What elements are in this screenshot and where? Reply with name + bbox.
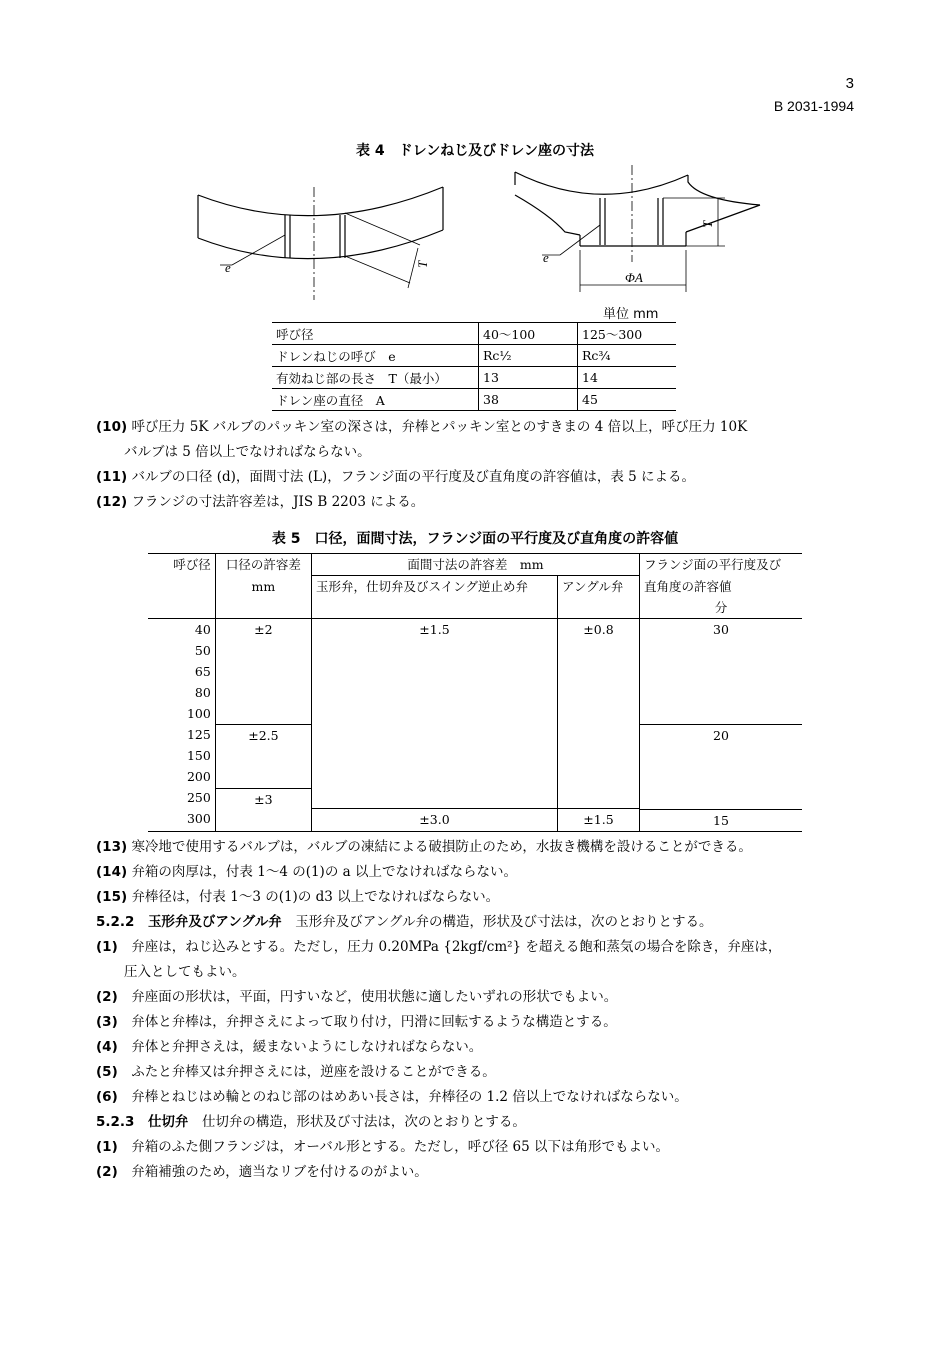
fig-label-T-right: T xyxy=(700,220,715,228)
paragraph: (13) 寒冷地で使用するバルブは，バルブの凍結による破損防止のため，水抜き機構を設けることができる。 xyxy=(96,839,752,855)
paragraph: (12) フランジの寸法許容差は，JIS B 2203 による。 xyxy=(96,494,425,510)
fig-label-T-left: T xyxy=(415,260,430,268)
paragraph-cont: 圧入としてもよい。 xyxy=(124,964,246,980)
paragraph: (10) 呼び圧力 5K バルブのパッキン室の深さは，弁棒とパッキン室とのすきまの 4 倍以上，呼び圧力 10K xyxy=(96,419,748,435)
paragraph: (2) 弁箱補強のため，適当なリブを付けるのがよい。 xyxy=(96,1164,428,1180)
paragraph: (15) 弁棒径は，付表 1～3 の(1)の d3 以上でなければならない。 xyxy=(96,889,500,905)
table-row: 呼び径 40～100 125～300 xyxy=(272,323,676,345)
paragraphs-a xyxy=(96,415,866,515)
angle-col: ±0.8 ±1.5 xyxy=(557,618,639,831)
table4 xyxy=(272,322,676,411)
globe-col: ±1.5 ±3.0 xyxy=(311,618,557,831)
paragraph: (14) 弁箱の肉厚は，付表 1～4 の(1)の a 以上でなければならない。 xyxy=(96,864,517,880)
table-row: 有効ねじ部の長さ T（最小） 13 14 xyxy=(272,367,676,389)
paragraph: (11) バルブの口径 (d)，面間寸法 (L)，フランジ面の平行度及び直角度の許容値は，表 5 による。 xyxy=(96,469,696,485)
size-col: 40 50 65 80 100 125 150 200 250 300 xyxy=(148,618,215,831)
table-row: ドレンねじの呼び e Rc½ Rc¾ xyxy=(272,345,676,367)
flange-col: 30 20 15 xyxy=(639,618,802,831)
paragraphs-b xyxy=(96,835,866,1185)
paragraph: (4) 弁体と弁押さえは，緩まないようにしなければならない。 xyxy=(96,1039,483,1055)
bore-col: ±2 ±2.5 ±3 xyxy=(215,618,311,831)
table4-unit: 単位 mm xyxy=(603,307,659,322)
section-heading: 5.2.3 仕切弁 仕切弁の構造，形状及び寸法は，次のとおりとする。 xyxy=(96,1114,526,1130)
paragraph-cont: バルブは 5 倍以上でなければならない。 xyxy=(124,444,371,460)
paragraph: (2) 弁座面の形状は，平面，円すいなど，使用状態に適したいずれの形状でもよい。 xyxy=(96,989,618,1005)
paragraph: (6) 弁棒とねじはめ輪とのねじ部のはめあい長さは，弁棒径の 1.2 倍以上でなければならない。 xyxy=(96,1089,688,1105)
table-row: ドレン座の直径 A 38 45 xyxy=(272,389,676,411)
standard-number: B 2031-1994 xyxy=(773,98,854,114)
paragraph: (5) ふたと弁棒又は弁押さえには，逆座を設けることができる。 xyxy=(96,1064,496,1080)
paragraph: (3) 弁体と弁棒は，弁押さえによって取り付け，円滑に回転するような構造とする。 xyxy=(96,1014,617,1030)
table5-caption: 表 5 口径，面間寸法，フランジ面の平行度及び直角度の許容値 xyxy=(271,531,679,547)
section-heading: 5.2.2 玉形弁及びアングル弁 玉形弁及びアングル弁の構造，形状及び寸法は，次のとおりとする。 xyxy=(96,914,713,930)
table5: 呼び径 口径の許容差 面間寸法の許容差 mm フランジ面の平行度及び mm 玉形弁，仕切弁及びスイング逆止め弁 アングル弁 直角度の許容値 分 40 50 65 80 100 125 150 200 250 300 ±2 ±2.5 ±3 ±1.5 ±3.0 ±0.8 ±1.5 30 20 15 xyxy=(148,553,802,832)
paragraph: (1) 弁箱のふた側フランジは，オーバル形とする。ただし，呼び径 65 以下は角形でもよい。 xyxy=(96,1139,669,1155)
fig-label-e-right: e xyxy=(543,250,549,265)
fig-label-phiA: ΦA xyxy=(625,270,643,285)
table4-caption: 表 4 ドレンねじ及びドレン座の寸法 xyxy=(356,143,594,159)
fig-label-e-left: e xyxy=(225,260,231,275)
drain-figure xyxy=(0,0,950,300)
paragraph: (1) 弁座は，ねじ込みとする。ただし，圧力 0.20MPa {2kgf/cm²} を超える飽和蒸気の場合を除き，弁座は， xyxy=(96,939,782,955)
page-number: 3 xyxy=(845,75,854,92)
